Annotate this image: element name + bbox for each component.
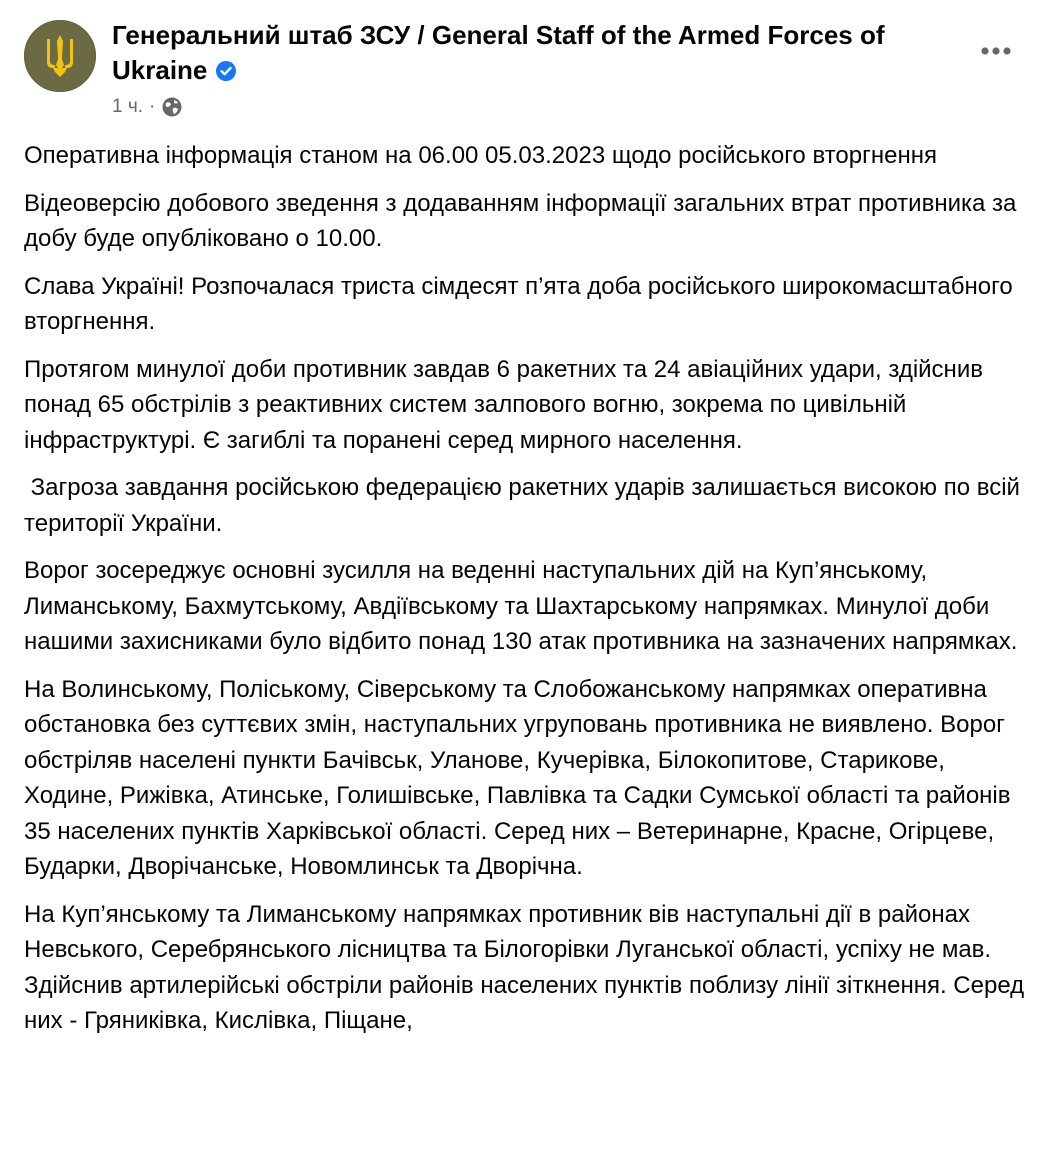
post-timestamp[interactable]: 1 ч. (112, 96, 144, 117)
post-paragraph: На Куп’янському та Лиманському напрямках противник вів наступальні дії в районах Невського, Серебрянського лісництва та Білогорівки Луганської області, успіху не мав. Здійснив артилерійські обстріли районів населених пунктів поблизу лінії зіткнення. Серед них - Гряниківка, Кислівка, Піщане, (24, 900, 1031, 1034)
globe-icon[interactable] (161, 96, 183, 118)
page-avatar[interactable] (24, 20, 96, 92)
post-paragraph: Оперативна інформація станом на 06.00 05.03.2023 щодо російського вторгнення (24, 142, 937, 169)
page-name[interactable] (112, 18, 912, 88)
post-text (24, 138, 1034, 1051)
post-paragraph: Ворог зосереджує основні зусилля на веденні наступальних дій на Куп’янському, Лиманському, Бахмутському, Авдіївському та Шахтарському напрямках. Минулої доби нашими захисниками було відбито понад 130 атак противника на зазначених напрямках. (24, 557, 1018, 655)
verified-badge-icon (215, 60, 237, 82)
post-paragraph: Загроза завдання російською федерацією ракетних ударів залишається високою по всій території України. (24, 474, 1027, 537)
more-options-button[interactable] (966, 28, 1026, 74)
post-paragraph: Слава Україні! Розпочалася триста сімдесят п’ята доба російського широкомасштабного вторгнення. (24, 272, 1020, 335)
post-paragraph: Протягом минулої доби противник завдав 6 ракетних та 24 авіаційних удари, здійснив понад 65 обстрілів з реактивних систем залпового вогню, зокрема по цивільній інфраструктурі. Є загиблі та поранені серед мирного населення. (24, 355, 990, 454)
page-name-text[interactable]: Генеральний штаб ЗСУ / General Staff of the Armed Forces of Ukraine (112, 20, 885, 85)
meta-separator: · (149, 96, 156, 117)
post-paragraph: Відеоверсію добового зведення з додаванням інформації загальних втрат противника за добу буде опубліковано о 10.00. (24, 189, 1024, 252)
trident-emblem-icon (25, 21, 95, 91)
post-paragraph: На Волинському, Поліському, Сіверському та Слобожанському напрямках оперативна обстановка без суттєвих змін, наступальних угруповань противника не виявлено. Ворог обстріляв населені пункти Бачівськ, Уланове, Кучерівка, Білокопитове, Старикове, Ходине, Рижівка, Атинське, Голишівське, Павлівка та Садки Сумської області та районів 35 населених пунктів Харківської області. Серед них – Ветеринарне, Красне, Огірцеве, Бударки, Дворічанське, Новомлинськ та Дворічна. (24, 675, 1018, 880)
post-meta (112, 93, 183, 121)
more-options-icon (980, 46, 1012, 56)
